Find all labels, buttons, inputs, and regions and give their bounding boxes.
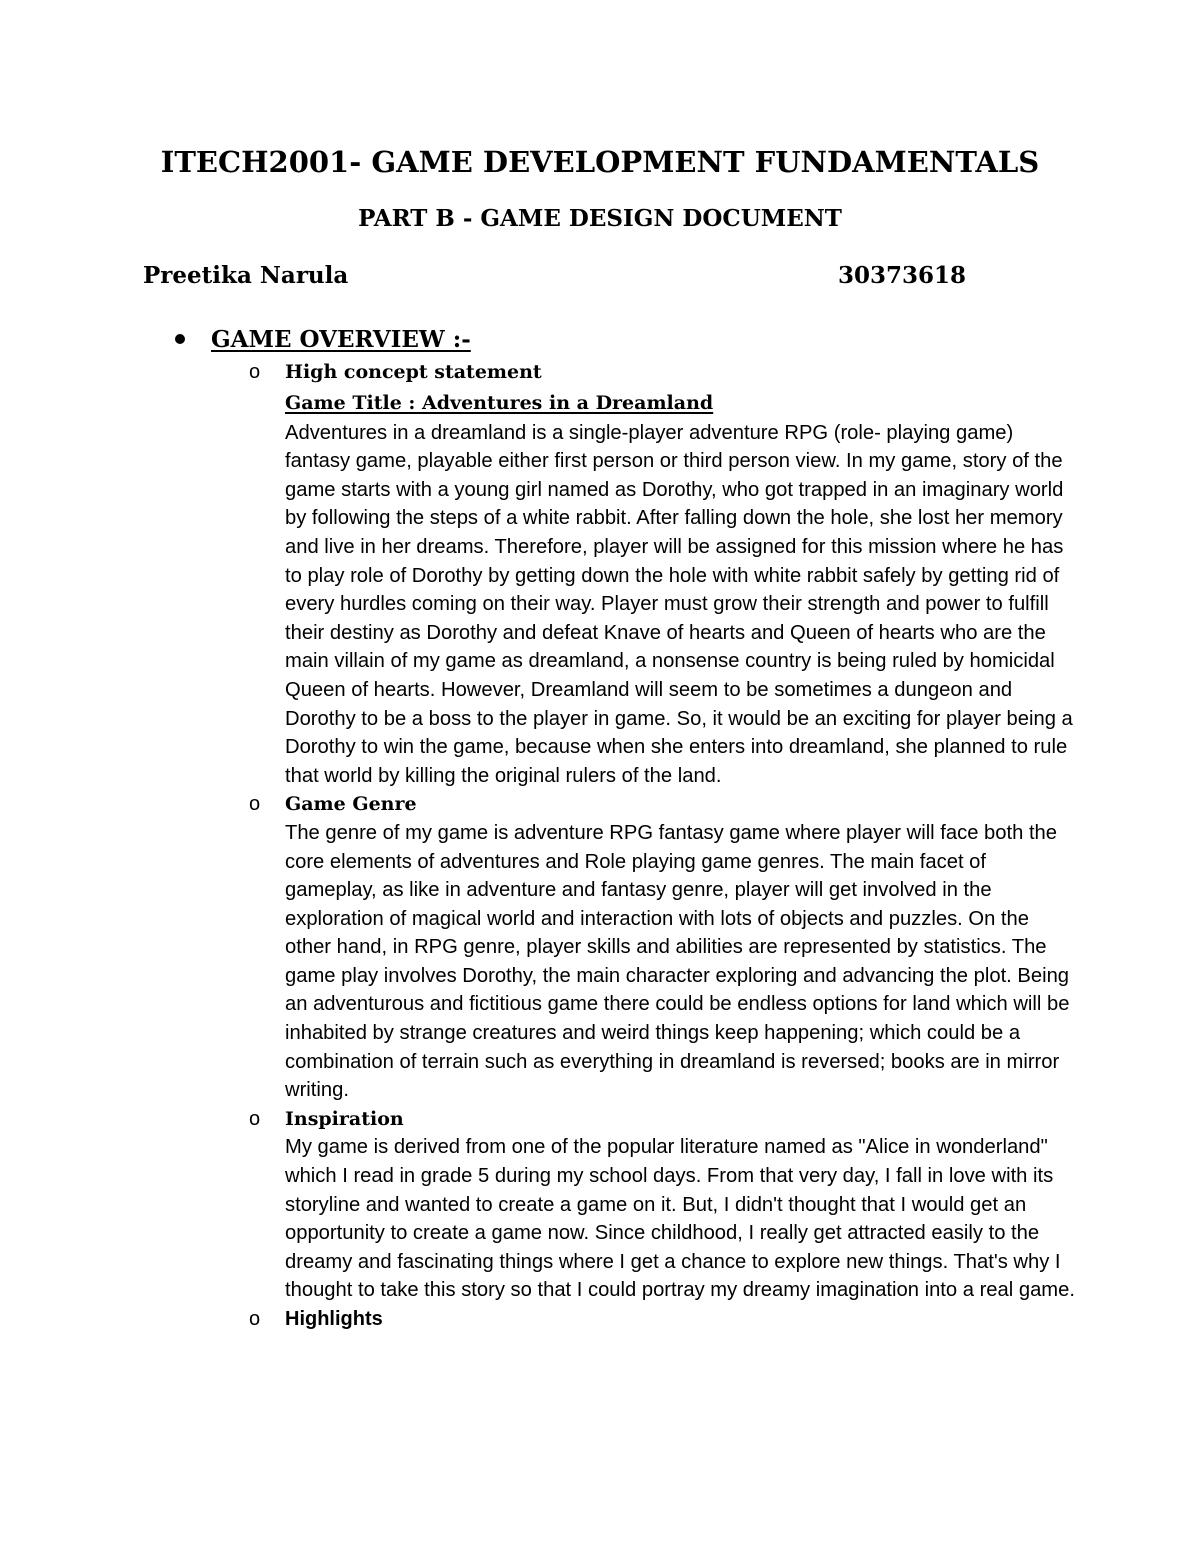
circle-bullet-icon: o (249, 361, 261, 383)
author-line (143, 262, 966, 289)
section-heading (174, 322, 1074, 356)
game-genre-item (174, 790, 1074, 1105)
game-genre-heading: Game Genre (285, 793, 417, 816)
high-concept-paragraph: Adventures in a dreamland is a single-player adventure RPG (role- playing game) fantasy game, playable either first person or third person view. In my game, story of the game starts with a young girl named as Dorothy, who got trapped in an imaginary world by following the steps of a white rabbit. After falling down the hole, she lost her memory and live in her dreams. Therefore, player will be assigned for this mission where he has to play role of Dorothy by getting down the hole with white rabbit safely by getting rid of every hurdles coming on their way. Player must grow their strength and power to fulfill their destiny as Dorothy and defeat Knave of hearts and Queen of hearts who are the main villain of my game as dreamland, a nonsense country is being ruled by homicidal Queen of hearts. However, Dreamland will seem to be sometimes a dungeon and Dorothy to be a boss to the player in game. So, it would be an exciting for player being a Dorothy to win the game, because when she enters into dreamland, she planned to rule that world by killing the original rulers of the land. (285, 421, 1073, 787)
game-overview-heading: GAME OVERVIEW :- (211, 325, 471, 353)
game-overview-section (174, 322, 1074, 1334)
circle-bullet-icon: o (249, 793, 261, 816)
inspiration-paragraph: My game is derived from one of the popular literature named as "Alice in wonderland" which I read in grade 5 during my school days. From that very day, I fall in love with its storyline and wanted to create a game on it. But, I didn't thought that I would get an opportunity to create a game now. Since childhood, I really get attracted easily to the dreamy and fascinating things where I get a chance to explore new things. That's why I thought to take this story so that I could portray my dreamy imagination into a real game. (285, 1136, 1075, 1302)
high-concept-heading: High concept statement (285, 361, 542, 383)
inspiration-heading: Inspiration (285, 1107, 404, 1130)
document-title: ITECH2001- GAME DEVELOPMENT FUNDAMENTALS (160, 145, 1040, 179)
inspiration-item (174, 1105, 1074, 1305)
game-genre-paragraph: The genre of my game is adventure RPG fantasy game where player will face both the core elements of adventures and Role playing game genres. The main facet of gameplay, as like in adventure and fantasy genre, player will get involved in the exploration of magical world and interaction with lots of objects and puzzles. On the other hand, in RPG genre, player skills and abilities are represented by statistics. The game play involves Dorothy, the main character exploring and advancing the plot. Being an adventurous and fictitious game there could be endless options for land which will be inhabited by strange creatures and weird things keep happening; which could be a combination of terrain such as everything in dreamland is reversed; books are in mirror writing. (285, 821, 1070, 1102)
circle-bullet-icon: o (249, 1107, 261, 1130)
bullet-dot-icon (175, 334, 185, 344)
highlights-heading: Highlights (285, 1308, 383, 1330)
student-id: 30373618 (837, 262, 966, 289)
game-title: Game Title : Adventures in a Dreamland (285, 391, 714, 414)
highlights-item (174, 1305, 1074, 1334)
circle-bullet-icon: o (249, 1308, 261, 1330)
author-name: Preetika Narula (143, 262, 349, 289)
high-concept-item (174, 358, 1074, 790)
document-subtitle: PART B - GAME DESIGN DOCUMENT (358, 205, 842, 232)
